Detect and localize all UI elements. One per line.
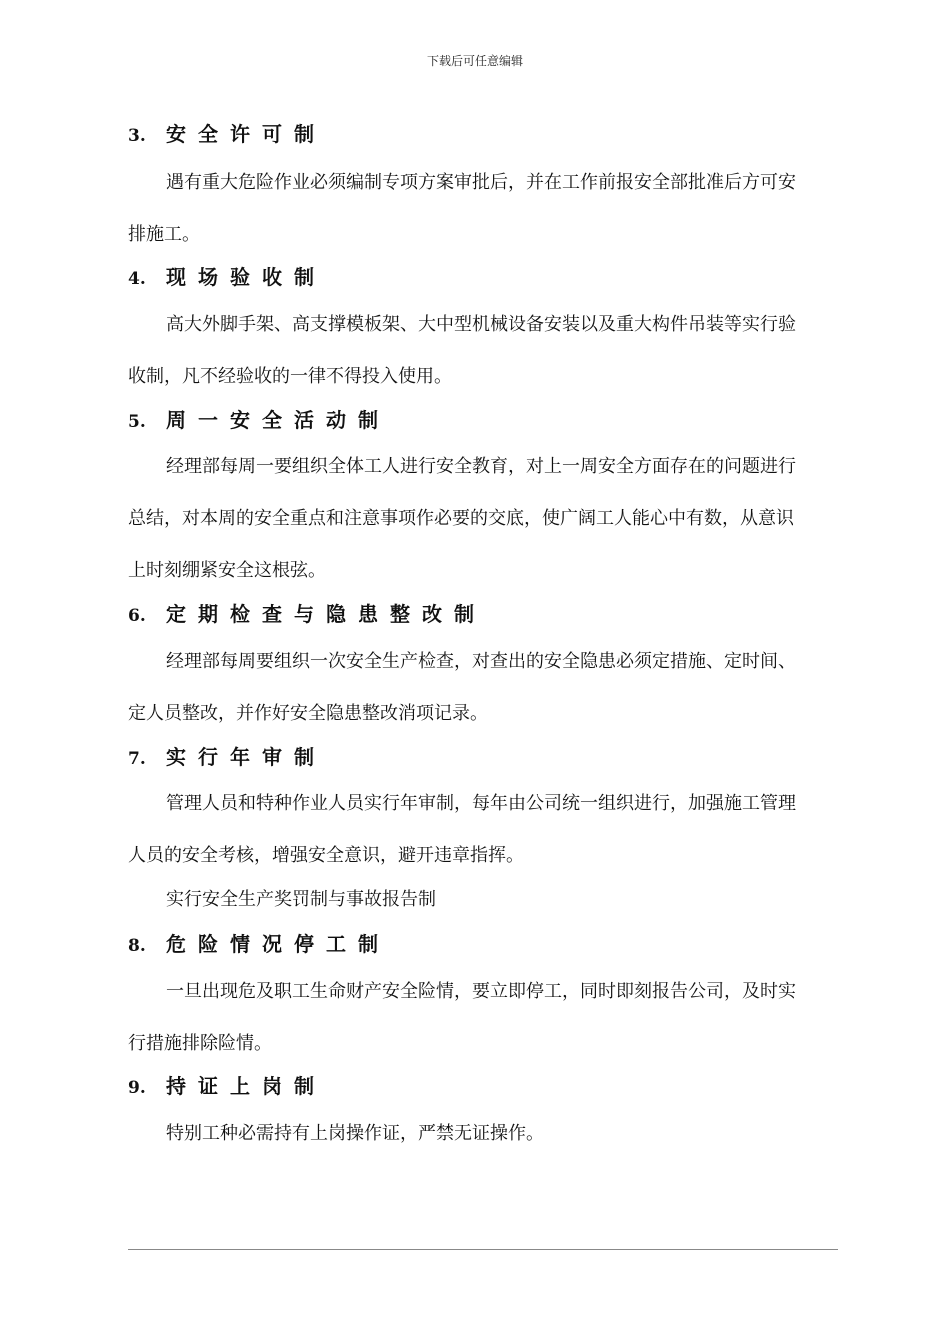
section-heading bbox=[128, 122, 326, 148]
section-heading bbox=[128, 1074, 326, 1100]
section-heading bbox=[128, 602, 486, 628]
paragraph-line: 行措施排除险情。 bbox=[128, 1033, 272, 1054]
section-number: 3. bbox=[128, 126, 146, 146]
paragraph-line: 收制，凡不经验收的一律不得投入使用。 bbox=[128, 366, 452, 387]
section-title: 危险情况停工制 bbox=[166, 932, 390, 956]
section-title: 现场验收制 bbox=[166, 265, 326, 289]
section-number: 9. bbox=[128, 1078, 146, 1098]
paragraph-line: 遇有重大危险作业必须编制专项方案审批后，并在工作前报安全部批准后方可安 bbox=[166, 172, 796, 193]
section-heading bbox=[128, 408, 390, 434]
paragraph-line: 定人员整改，并作好安全隐患整改消项记录。 bbox=[128, 703, 488, 724]
section-title: 安全许可制 bbox=[166, 122, 326, 146]
section-heading bbox=[128, 265, 326, 291]
paragraph-line: 管理人员和特种作业人员实行年审制，每年由公司统一组织进行，加强施工管理 bbox=[166, 793, 796, 814]
paragraph-line: 人员的安全考核，增强安全意识，避开违章指挥。 bbox=[128, 845, 524, 866]
section-number: 7. bbox=[128, 749, 146, 769]
section-title: 定期检查与隐患整改制 bbox=[166, 602, 486, 626]
section-heading bbox=[128, 932, 390, 958]
footer-divider bbox=[128, 1249, 838, 1250]
section-title: 实行年审制 bbox=[166, 745, 326, 769]
section-heading bbox=[128, 745, 326, 771]
paragraph-line: 特别工种必需持有上岗操作证，严禁无证操作。 bbox=[166, 1123, 544, 1144]
paragraph-line: 一旦出现危及职工生命财产安全险情，要立即停工，同时即刻报告公司，及时实 bbox=[166, 981, 796, 1002]
section-number: 4. bbox=[128, 269, 146, 289]
section-number: 5. bbox=[128, 412, 146, 432]
section-number: 8. bbox=[128, 936, 146, 956]
section-title: 周一安全活动制 bbox=[166, 408, 390, 432]
paragraph-line: 总结，对本周的安全重点和注意事项作必要的交底，使广阔工人能心中有数，从意识 bbox=[128, 508, 794, 529]
paragraph-line: 经理部每周一要组织全体工人进行安全教育，对上一周安全方面存在的问题进行 bbox=[166, 456, 796, 477]
paragraph-line: 排施工。 bbox=[128, 224, 200, 245]
section-title: 持证上岗制 bbox=[166, 1074, 326, 1098]
page-header: 下载后可任意编辑 bbox=[426, 54, 523, 68]
paragraph-line: 高大外脚手架、高支撑模板架、大中型机械设备安装以及重大构件吊装等实行验 bbox=[166, 314, 796, 335]
paragraph-line: 实行安全生产奖罚制与事故报告制 bbox=[166, 889, 436, 910]
paragraph-line: 经理部每周要组织一次安全生产检查，对查出的安全隐患必须定措施、定时间、 bbox=[166, 651, 796, 672]
paragraph-line: 上时刻绷紧安全这根弦。 bbox=[128, 560, 326, 581]
section-number: 6. bbox=[128, 606, 146, 626]
